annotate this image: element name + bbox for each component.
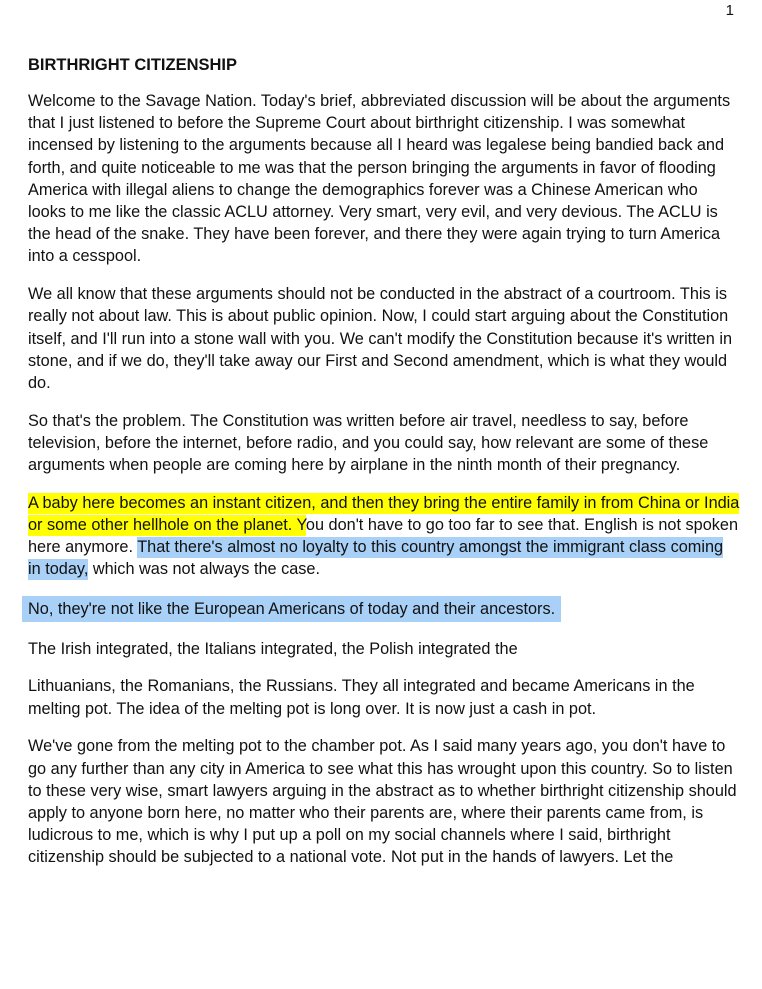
yellow-highlight: A baby here becomes an instant citizen, and then they bring the entire family in from China or India or some other hellhole on the planet. Y — [28, 493, 740, 534]
paragraph-5 — [28, 596, 740, 622]
paragraph-2: We all know that these arguments should not be conducted in the abstract of a courtroom. This is really not about law. This is about public opinion. Now, I could start arguing about the Constitution itself, and I'll run into a stone wall with you. We can't modify the Constitution because it's written in stone, and if we do, they'll take away our First and Second amendment, which is what they would do. — [28, 285, 733, 392]
document-title: BIRTHRIGHT CITIZENSHIP — [28, 56, 237, 74]
paragraph-6: The Irish integrated, the Italians integrated, the Polish integrated the — [28, 639, 518, 658]
document-body — [28, 54, 740, 884]
paragraph-4-text-b: which was not always the case. — [88, 560, 321, 579]
blue-highlight-line: No, they're not like the European Americans of today and their ancestors. — [22, 596, 561, 622]
paragraph-3: So that's the problem. The Constitution was written before air travel, needless to say, before television, before the internet, before radio, and you could say, how relevant are some of these arguments when people are coming here by airplane in the ninth month of their pregnancy. — [28, 411, 709, 475]
paragraph-1: Welcome to the Savage Nation. Today's brief, abbreviated discussion will be about the arguments that I just listened to before the Supreme Court about birthright citizenship. I was somewhat incensed by listening to the arguments because all I heard was legalese being bandied back and forth, and quite noticeable to me was that the person bringing the arguments in favor of flooding America with illegal aliens to change the demographics forever was a Chinese American who looks to me like the classic ACLU attorney. Very smart, very evil, and very devious. The ACLU is the head of the snake. They have been forever, and there they were again trying to turn America into a cesspool. — [28, 92, 731, 266]
paragraph-8: We've gone from the melting pot to the chamber pot. As I said many years ago, you don't have to go any further than any city in America to see what this has wrought upon this country. So to listen to these very wise, smart lawyers arguing in the abstract as to whether birthright citizenship should apply to anyone born here, no matter who their parents are, where their parents came from, is ludicrous to me, which is why I put up a poll on my social channels where I said, birthright citizenship should be subjected to a national vote. Not put in the hands of lawyers. Let the — [28, 737, 737, 867]
blue-highlight: That there's almost no loyalty to this country amongst the immigrant class coming in today, — [28, 538, 724, 579]
paragraph-7: Lithuanians, the Romanians, the Russians. They all integrated and became Americans in the melting pot. The idea of the melting pot is long over. It is now just a cash in pot. — [28, 677, 695, 718]
paragraph-4-text-a: ou don't have to go too far to see that. English is not spoken here anymore. — [28, 515, 739, 557]
paragraph-4 — [28, 492, 740, 581]
page-number: 1 — [725, 2, 734, 19]
